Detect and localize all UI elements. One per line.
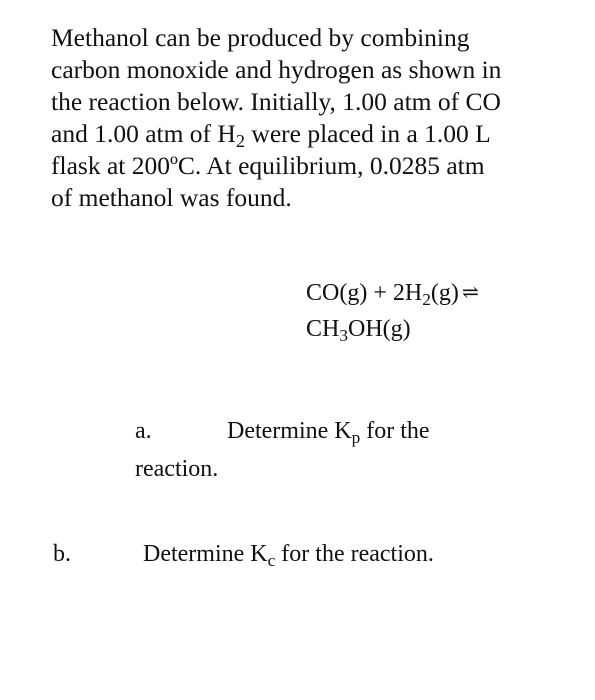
h2-subscript: 2: [235, 131, 246, 152]
reactant-h2-subscript: 2: [422, 289, 431, 309]
part-a-line-2: reaction.: [135, 456, 219, 482]
statement-line-6: of methanol was found.: [51, 183, 292, 212]
part-b-text-start: Determine K: [143, 541, 268, 567]
statement-line-5: flask at 200ºC. At equilibrium, 0.0285 atm: [51, 151, 485, 180]
statement-line-4: [51, 118, 581, 150]
statement-line-3: the reaction below. Initially, 1.00 atm of CO: [51, 87, 501, 116]
statement-line-1: Methanol can be produced by combining: [51, 23, 470, 52]
part-a-text-end: for the: [360, 418, 430, 444]
kc-subscript: c: [267, 550, 276, 570]
statement-line-2: carbon monoxide and hydrogen as shown in: [51, 55, 502, 84]
part-b-marker: b.: [53, 541, 71, 567]
question-part-a: [135, 412, 430, 488]
part-a-marker: a.: [135, 418, 152, 444]
reaction-equation: [306, 275, 479, 347]
kp-subscript: p: [351, 427, 361, 447]
equation-product: [306, 311, 479, 347]
product-end: OH(g): [347, 316, 411, 342]
statement-line-4-end: were placed in a 1.00 L: [245, 119, 491, 148]
statement-line-4-start: and 1.00 atm of H: [51, 119, 236, 148]
part-a-line-1: [135, 412, 430, 450]
problem-statement: [51, 22, 581, 214]
reactants-start: CO(g) + 2H: [306, 280, 423, 306]
equilibrium-arrows: ⇌: [461, 282, 479, 304]
product-ch3-subscript: 3: [339, 325, 348, 345]
part-a-text-start: Determine K: [227, 418, 352, 444]
part-b-text-end: for the reaction.: [275, 541, 434, 567]
equation-reactants: [306, 275, 479, 311]
product-start: CH: [306, 316, 340, 342]
question-part-b: [53, 538, 434, 570]
reactants-end: (g): [430, 280, 459, 306]
